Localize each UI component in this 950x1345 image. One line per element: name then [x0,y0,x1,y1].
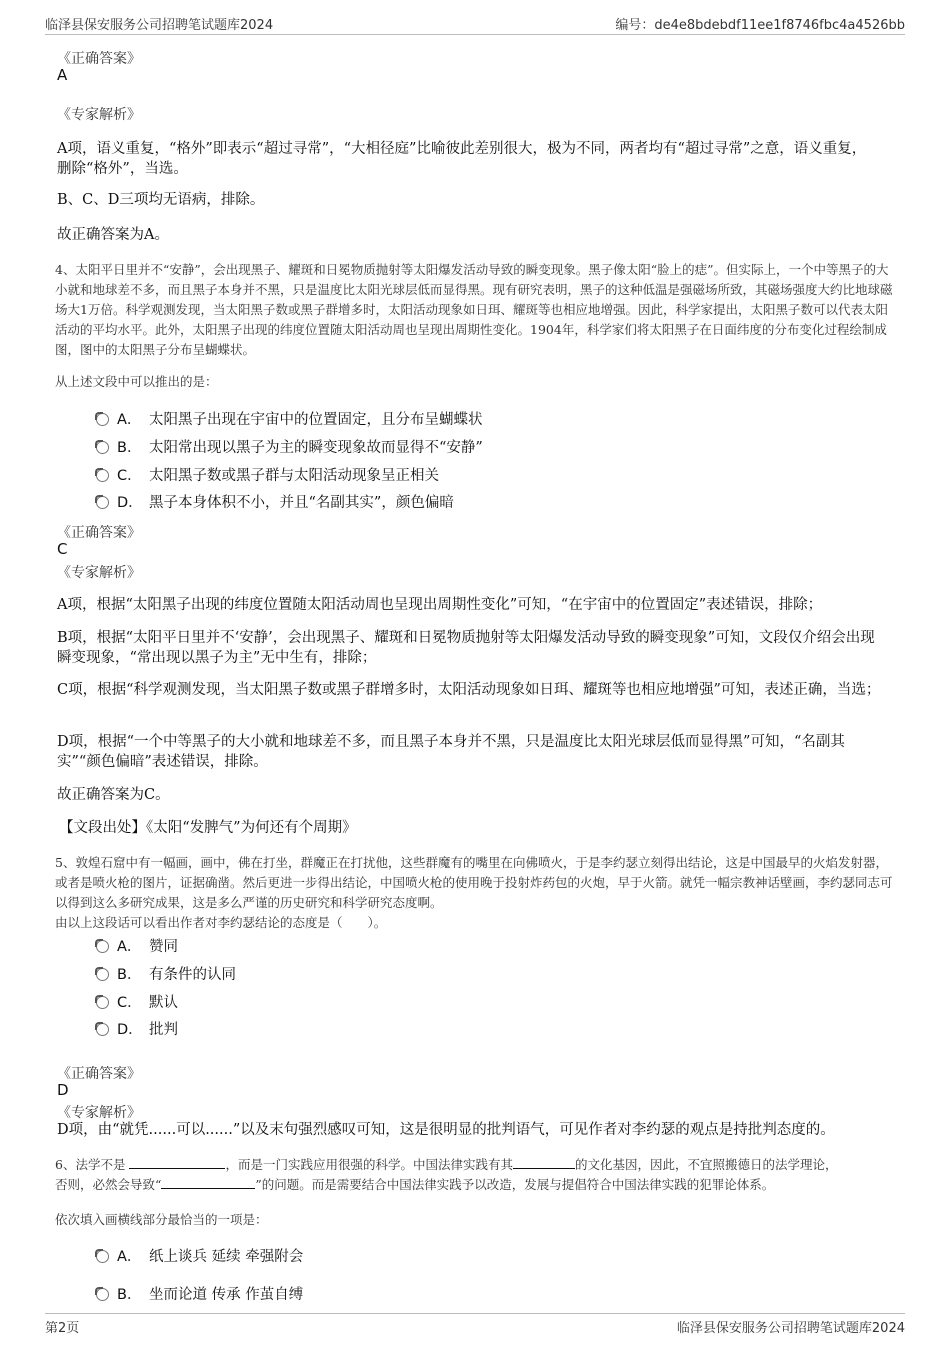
q3-analysis-a: A项，语义重复，“格外”即表示“超过寻常”，“大相径庭”比喻彼此差别很大，极为不同，两者均有“超过寻常”之意，语义重复，删除“格外”，当选。 [57,141,867,177]
option-text: 有条件的认同 [149,967,236,983]
option-key: B． [117,1287,142,1303]
option-key: B． [117,440,142,456]
option-text: 太阳黑子出现在宇宙中的位置固定，且分布呈蝴蝶状 [149,412,483,428]
q5-answer: D [57,1081,69,1099]
option-key: D． [117,1022,143,1038]
q5-analysis-label: 《专家解析》 [57,1105,141,1121]
q4-question: 从上述文段中可以推出的是： [55,374,218,389]
q5-question: 由以上这段话可以看出作者对李约瑟结论的态度是（ ）。 [55,915,387,930]
q6-stem-part-5: ”的问题。而是需要结合中国法律实践予以改造，发展与提倡符合中国法律实践的犯罪论体系。 [255,1177,775,1192]
q4-analysis-b: B项，根据“太阳平日里并不‘安静’，会出现黑子、耀斑和日冕物质抛射等太阳爆发活动导致的瞬变现象”可知，文段仅介绍会出现瞬变现象，“常出现以黑子为主”无中生有，排除； [57,630,875,666]
header-title: 临泽县保安服务公司招聘笔试题库2024 [45,18,274,33]
radio-icon[interactable] [96,441,109,454]
option-text: 默认 [149,995,178,1011]
q4-stem: 4、太阳平日里并不“安静”，会出现黑子、耀斑和日冕物质抛射等太阳爆发活动导致的瞬变现象。黑子像太阳“脸上的痣”。但实际上，一个中等黑子的大小就和地球差不多，而且黑子本身并不黑，只是温度比太阳光球层低而显得黑。现有研究表明，黑子的这种低温是强磁场所致，其磁场强度大约比地球磁场大1万倍。科学观测发现，当太阳黑子数或黑子群增多时，太阳活动现象如日珥、耀斑等也相应地增强。因此，科学家提出，太阳黑子数可以代表太阳活动的平均水平。此外，太阳黑子出现的纬度位置随太阳活动周也呈现出周期性变化。1904年，科学家们将太阳黑子在日面纬度的分布变化过程绘制成图，图中的太阳黑子分布呈蝴蝶状。 [55,262,893,357]
q3-conclusion: 故正确答案为A。 [57,227,169,243]
option-key: A． [117,1249,142,1265]
q5-answer-label: 《正确答案》 [57,1066,141,1082]
radio-icon[interactable] [96,1288,109,1301]
footer-title: 临泽县保安服务公司招聘笔试题库2024 [676,1321,905,1336]
q5-option-d[interactable] [96,1018,178,1040]
q5-stem: 5、敦煌石窟中有一幅画，画中，佛在打坐，群魔正在打扰他，这些群魔有的嘴里在向佛喷火，于是李约瑟立刻得出结论，这是中国最早的火焰发射器，或者是喷火枪的图片，证据确凿。然后更进一步得出结论，中国喷火枪的使用晚于投射炸药包的火炮，早于火箭。就凭一幅宗教神话壁画，李约瑟同志可以得到这么多研究成果，这是多么严谨的历史研究和科学研究态度啊。 [55,855,893,910]
option-key: A． [117,412,142,428]
radio-icon[interactable] [96,968,109,981]
q4-answer: C [57,540,68,558]
q4-analysis-a: A项，根据“太阳黑子出现的纬度位置随太阳活动周也呈现出周期性变化”可知，“在宇宙中的位置固定”表述错误，排除； [57,597,823,613]
q4-conclusion: 故正确答案为C。 [57,787,170,803]
q6-option-b[interactable] [96,1283,303,1305]
q4-option-a[interactable] [96,408,483,430]
page-footer [45,1313,905,1336]
blank-line-2 [513,1156,575,1169]
q6-question: 依次填入画横线部分最恰当的一项是： [55,1212,268,1227]
radio-icon[interactable] [96,496,109,509]
header-code [615,14,905,33]
page-header [45,12,905,35]
option-text: 纸上谈兵 延续 牵强附会 [149,1249,304,1265]
header-code-label: 编号： [615,18,655,33]
q6-stem-part-4: 否则，必然会导致“ [55,1177,162,1192]
q4-option-c[interactable] [96,464,439,486]
q5-option-b[interactable] [96,963,236,985]
q4-answer-label: 《正确答案》 [57,525,141,541]
q4-option-d[interactable] [96,491,454,513]
radio-icon[interactable] [96,1023,109,1036]
q6-stem-part-1: 6、法学不是 [55,1157,126,1172]
blank-line-1 [129,1156,225,1169]
q3-answer-label: 《正确答案》 [57,51,141,67]
q4-analysis-label: 《专家解析》 [57,565,141,581]
q3-analysis-label: 《专家解析》 [57,107,141,123]
q6-stem-part-2: ，而是一门实践应用很强的科学。中国法律实践有其 [225,1157,513,1172]
q5-analysis: D项，由“就凭......可以......”以及末句强烈感叹可知，这是很明显的批判语气，可见作者对李约瑟的观点是持批判态度的。 [57,1122,835,1138]
page-number: 第2页 [45,1321,80,1336]
option-key: C． [117,468,142,484]
option-text: 太阳黑子数或黑子群与太阳活动现象呈正相关 [149,468,439,484]
q4-analysis-d: D项，根据“一个中等黑子的大小就和地球差不多，而且黑子本身并不黑，只是温度比太阳光球层低而显得黑”可知，“名副其实”“颜色偏暗”表述错误，排除。 [57,734,845,770]
header-code-value: de4e8bdebdf11ee1f8746fbc4a4526bb [654,18,905,33]
radio-icon[interactable] [96,940,109,953]
q4-option-b[interactable] [96,436,483,458]
q3-answer: A [57,66,68,84]
q6-option-a[interactable] [96,1245,303,1267]
option-text: 批判 [149,1022,178,1038]
option-key: D． [117,495,143,511]
option-key: B． [117,967,142,983]
q5-option-c[interactable] [96,991,178,1013]
option-key: A． [117,939,142,955]
option-text: 太阳常出现以黑子为主的瞬变现象故而显得不“安静” [149,440,483,456]
q5-option-a[interactable] [96,935,178,957]
option-text: 黑子本身体积不小，并且“名副其实”，颜色偏暗 [149,495,454,511]
radio-icon[interactable] [96,996,109,1009]
option-key: C． [117,995,142,1011]
radio-icon[interactable] [96,1250,109,1263]
option-text: 赞同 [149,939,178,955]
radio-icon[interactable] [96,469,109,482]
blank-line-3 [161,1176,255,1189]
option-text: 坐而论道 传承 作茧自缚 [149,1287,304,1303]
q3-analysis-bcd: B、C、D三项均无语病，排除。 [57,192,265,208]
radio-icon[interactable] [96,413,109,426]
q4-source: 【文段出处】《太阳“发脾气”为何还有个周期》 [59,820,357,836]
q4-analysis-c: C项，根据“科学观测发现，当太阳黑子数或黑子群增多时，太阳活动现象如日珥、耀斑等也相应地增强”可知，表述正确，当选； [57,682,881,698]
q6-stem-part-3: 的文化基因，因此，不宜照搬德日的法学理论， [574,1157,838,1172]
q6-stem [55,1155,897,1195]
